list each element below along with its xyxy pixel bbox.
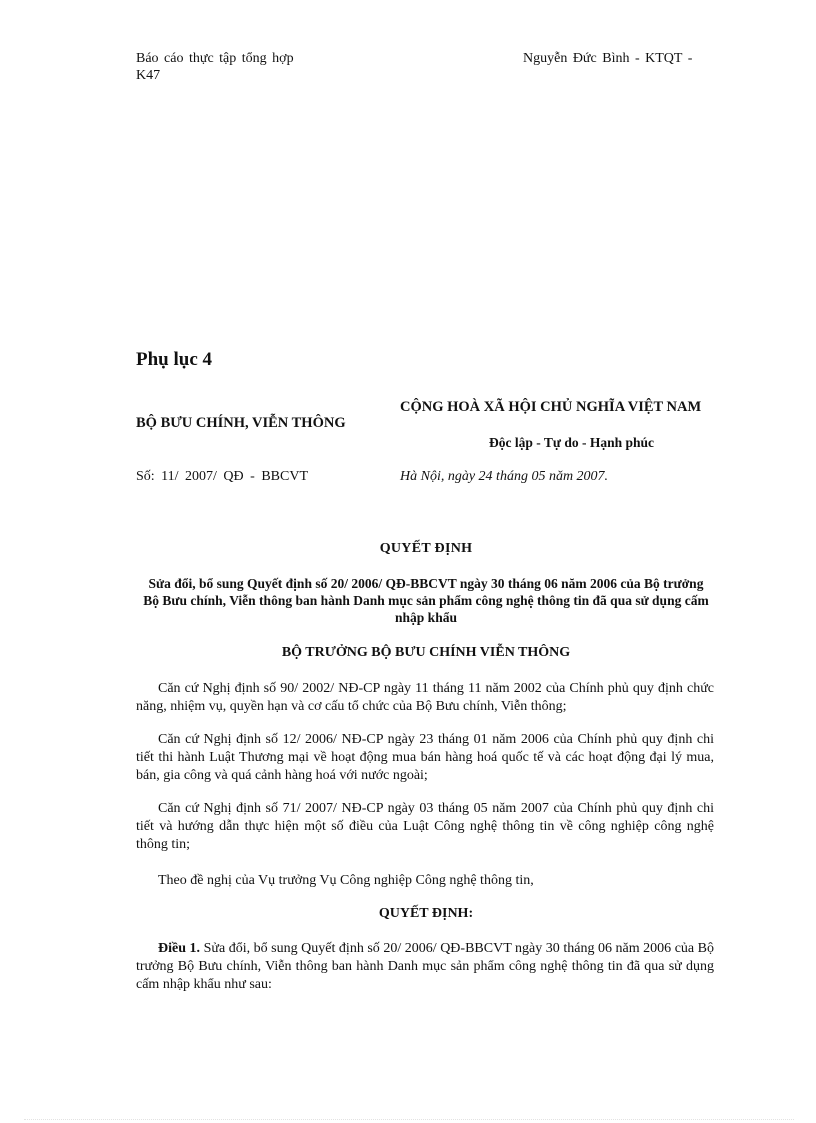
- header-report-title: Báo cáo thực tập tổng hợp: [136, 51, 294, 66]
- legal-basis-paragraph: Căn cứ Nghị định số 90/ 2002/ NĐ-CP ngày 11 tháng 11 năm 2002 của Chính phủ quy định chức năng, nhiệm vụ, quyền hạn và cơ cấu tổ chức của Bộ Bưu chính, Viễn thông;: [136, 681, 714, 714]
- article-1: [136, 940, 714, 994]
- proposal-paragraph: Theo đề nghị của Vụ trưởng Vụ Công nghiệp Công nghệ thông tin,: [158, 873, 534, 888]
- ministry-name: BỘ BƯU CHÍNH, VIỄN THÔNG: [136, 415, 346, 431]
- article-1-label: Điều 1.: [158, 941, 201, 956]
- header-class-code: K47: [136, 68, 161, 83]
- page-bottom-divider: [24, 1119, 794, 1120]
- republic-name: CỘNG HOÀ XÃ HỘI CHỦ NGHĨA VIỆT NAM: [400, 399, 702, 415]
- appendix-title: Phụ lục 4: [136, 349, 213, 370]
- document-date: Hà Nội, ngày 24 tháng 05 năm 2007.: [400, 469, 609, 484]
- national-motto: Độc lập - Tự do - Hạnh phúc: [489, 435, 655, 450]
- decision-heading: QUYẾT ĐỊNH:: [378, 906, 474, 921]
- header-author: Nguyễn Đức Bình - KTQT -: [523, 51, 693, 66]
- decision-title: QUYẾT ĐỊNH: [379, 541, 473, 556]
- article-1-text: Sửa đổi, bổ sung Quyết định số 20/ 2006/ QĐ-BBCVT ngày 30 tháng 06 năm 2006 của Bộ trưởng Bộ Bưu chính, Viễn thông ban hành Danh mục sản phẩm công nghệ thông tin đã qua sử dụng cấm nhập khẩu như sau:: [136, 941, 715, 992]
- legal-basis-paragraph: Căn cứ Nghị định số 71/ 2007/ NĐ-CP ngày 03 tháng 05 năm 2007 của Chính phủ quy định chi tiết và hướng dẫn thực hiện một số điều của Luật Công nghệ thông tin về công nghiệp công nghệ thông tin;: [136, 801, 714, 852]
- document-number: Số: 11/ 2007/ QĐ - BBCVT: [136, 469, 308, 484]
- decision-subtitle: Sửa đổi, bổ sung Quyết định số 20/ 2006/ QĐ-BBCVT ngày 30 tháng 06 năm 2006 của Bộ trưởng Bộ Bưu chính, Viễn thông ban hành Danh mục sản phẩm công nghệ thông tin đã qua sử dụng cấm nhập khẩu: [143, 576, 709, 625]
- minister-title: BỘ TRƯỞNG BỘ BƯU CHÍNH VIỄN THÔNG: [281, 645, 571, 660]
- legal-basis-paragraph: Căn cứ Nghị định số 12/ 2006/ NĐ-CP ngày 23 tháng 01 năm 2006 của Chính phủ quy định chi tiết thi hành Luật Thương mại về hoạt động mua bán hàng hoá quốc tế và các hoạt động đại lý mua, bán, gia công và quá cảnh hàng hoá với nước ngoài;: [136, 732, 714, 783]
